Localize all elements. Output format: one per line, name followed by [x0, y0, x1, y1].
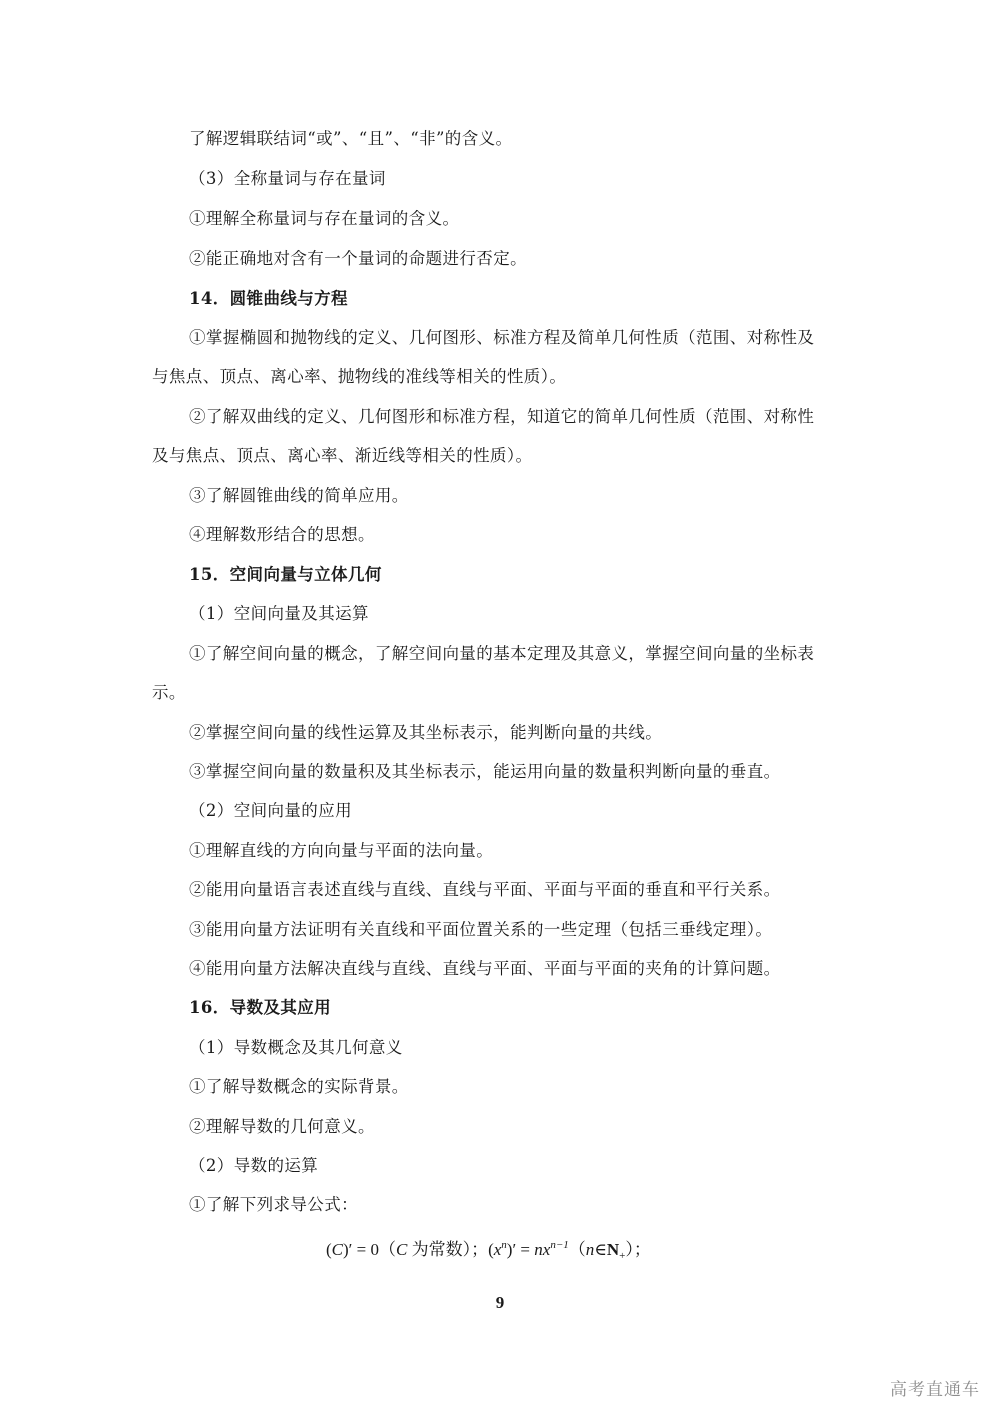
section-heading: 15．空间向量与立体几何: [189, 565, 382, 584]
section-heading: 14．圆锥曲线与方程: [189, 289, 348, 308]
text-line: ①了解下列求导公式：: [189, 1195, 358, 1214]
text-line: ①理解全称量词与存在量词的含义。: [189, 209, 460, 228]
text-line: ②能用向量语言表述直线与直线、直线与平面、平面与平面的垂直和平行关系。: [189, 880, 781, 899]
text-line: 及与焦点、顶点、离心率、渐近线等相关的性质）。: [152, 446, 533, 465]
text-line: ③掌握空间向量的数量积及其坐标表示，能运用向量的数量积判断向量的垂直。: [189, 762, 781, 781]
formula-note-c: C: [395, 1240, 408, 1259]
text-line: ①了解空间向量的概念，了解空间向量的基本定理及其意义，掌握空间向量的坐标表: [189, 644, 815, 663]
formula-c: C: [331, 1240, 344, 1259]
text-line: ②理解导数的几何意义。: [189, 1117, 375, 1136]
text-line: ①掌握椭圆和抛物线的定义、几何图形、标准方程及简单几何性质（范围、对称性及: [189, 328, 815, 347]
formula-paren-open: （: [568, 1240, 586, 1259]
section-heading: 16．导数及其应用: [189, 998, 332, 1017]
formula-plus-subscript: +: [619, 1250, 626, 1262]
text-line: ④理解数形结合的思想。: [189, 525, 375, 544]
formula-element-of: ∈: [594, 1240, 607, 1259]
watermark: 高考直通车: [890, 1380, 980, 1400]
text-line: ①理解直线的方向向量与平面的法向量。: [189, 841, 494, 860]
text-line: 了解逻辑联结词“或”、“且”、“非”的含义。: [189, 129, 513, 148]
formula-note-open: （: [378, 1240, 396, 1259]
formula-exponent: n−1: [550, 1239, 569, 1251]
formula-natural-set: N: [606, 1240, 620, 1259]
text-line: （1）空间向量及其运算: [189, 604, 369, 623]
text-line: （1）导数概念及其几何意义: [189, 1038, 403, 1057]
text-line: ③能用向量方法证明有关直线和平面位置关系的一些定理（包括三垂线定理）。: [189, 920, 773, 939]
text-line: ②了解双曲线的定义、几何图形和标准方程，知道它的简单几何性质（范围、对称性: [189, 407, 815, 426]
text-line: ②能正确地对含有一个量词的命题进行否定。: [189, 249, 527, 268]
text-line: 示。: [152, 683, 186, 702]
formula-paren-close: ）；: [625, 1240, 651, 1259]
formula-note-text: 为常数）；: [407, 1240, 489, 1259]
formula-n-var: n: [585, 1240, 595, 1259]
formula-n-exponent: n: [501, 1239, 507, 1251]
text-line: ③了解圆锥曲线的简单应用。: [189, 486, 409, 505]
page-number: 9: [495, 1293, 505, 1312]
text-line: （2）空间向量的应用: [189, 801, 352, 820]
text-line: （2）导数的运算: [189, 1156, 319, 1175]
text-line: 与焦点、顶点、离心率、抛物线的准线等相关的性质）。: [152, 367, 567, 386]
formula-nx: nx: [534, 1240, 551, 1259]
text-line: （3）全称量词与存在量词: [189, 169, 386, 188]
formula-prime-eq2: )′ =: [506, 1240, 535, 1259]
derivative-formula: (C)′ = 0（C 为常数）；$(x^n)'$ = $nx^{n-1}(n\in N_+)$；: [326, 1239, 651, 1262]
text-line: ④能用向量方法解决直线与直线、直线与平面、平面与平面的夹角的计算问题。: [189, 959, 781, 978]
text-line: ②掌握空间向量的线性运算及其坐标表示，能判断向量的共线。: [189, 723, 663, 742]
text-line: ①了解导数概念的实际背景。: [189, 1077, 409, 1096]
formula-prime-eq: )′ = 0: [343, 1240, 379, 1259]
formula-x: x: [493, 1240, 502, 1259]
